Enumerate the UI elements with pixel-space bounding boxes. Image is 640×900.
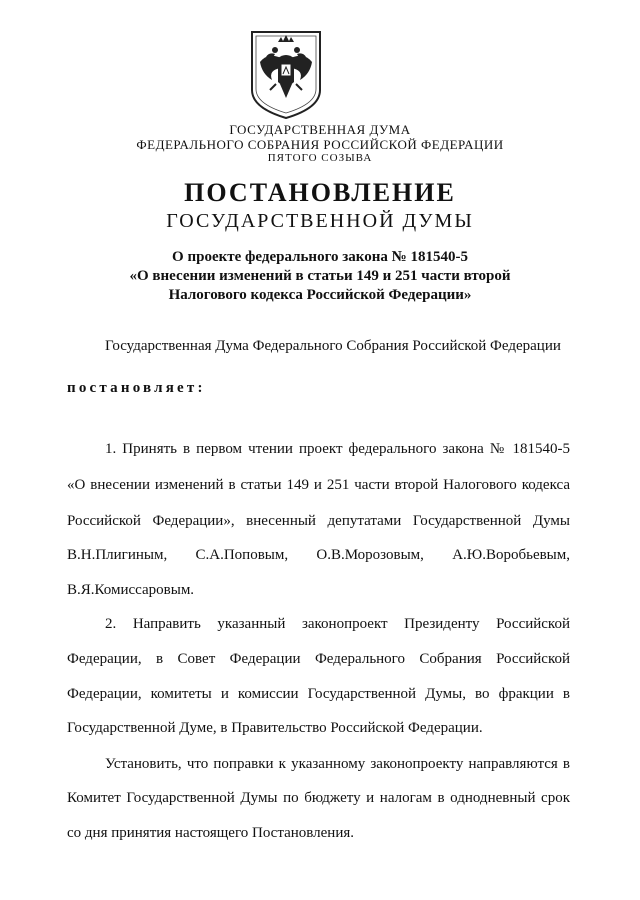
- item2-line-3: Федерации, комитеты и комиссии Государственной Думы, во фракции в: [67, 686, 570, 702]
- item1-line-2: «О внесении изменений в статьи 149 и 251 части второй Налогового кодекса: [67, 477, 570, 493]
- header-line-3: ПЯТОГО СОЗЫВА: [267, 152, 373, 164]
- item2-line-2: Федерации, в Совет Федерации Федерального Собрания Российской: [67, 651, 570, 667]
- item2-line-1: 2. Направить указанный законопроект Президенту Российской: [105, 616, 570, 632]
- establish-line-1: Установить, что поправки к указанному законопроекту направляются в: [105, 756, 570, 772]
- header-line-1: ГОСУДАРСТВЕННАЯ ДУМА: [229, 122, 411, 137]
- preamble-line: Государственная Дума Федерального Собрания Российской Федерации: [105, 338, 561, 354]
- about-line-2: «О внесении изменений в статьи 149 и 251 части второй: [129, 268, 511, 284]
- about-line-1: О проекте федерального закона № 181540-5: [172, 249, 468, 265]
- document-subtitle: ГОСУДАРСТВЕННОЙ ДУМЫ: [166, 210, 474, 232]
- coat-of-arms-emblem: [248, 28, 324, 120]
- establish-line-3: со дня принятия настоящего Постановления.: [67, 825, 354, 841]
- establish-line-2: Комитет Государственной Думы по бюджету и налогам в однодневный срок: [67, 790, 570, 806]
- item1-line-1: 1. Принять в первом чтении проект федерального закона № 181540-5: [105, 441, 570, 457]
- decree-word: постановляет:: [67, 380, 206, 396]
- document-title: ПОСТАНОВЛЕНИЕ: [184, 178, 456, 207]
- header-line-2: ФЕДЕРАЛЬНОГО СОБРАНИЯ РОССИЙСКОЙ ФЕДЕРАЦИИ: [136, 137, 504, 152]
- item1-line-3: Российской Федерации», внесенный депутатами Государственной Думы: [67, 513, 570, 529]
- item1-line-4: В.Н.Плигиным, С.А.Поповым, О.В.Морозовым, А.Ю.Воробьевым,: [67, 547, 570, 563]
- item2-line-4: Государственной Думе, в Правительство Российской Федерации.: [67, 720, 483, 736]
- item1-line-5: В.Я.Комиссаровым.: [67, 582, 195, 598]
- about-line-3: Налогового кодекса Российской Федерации»: [168, 287, 472, 303]
